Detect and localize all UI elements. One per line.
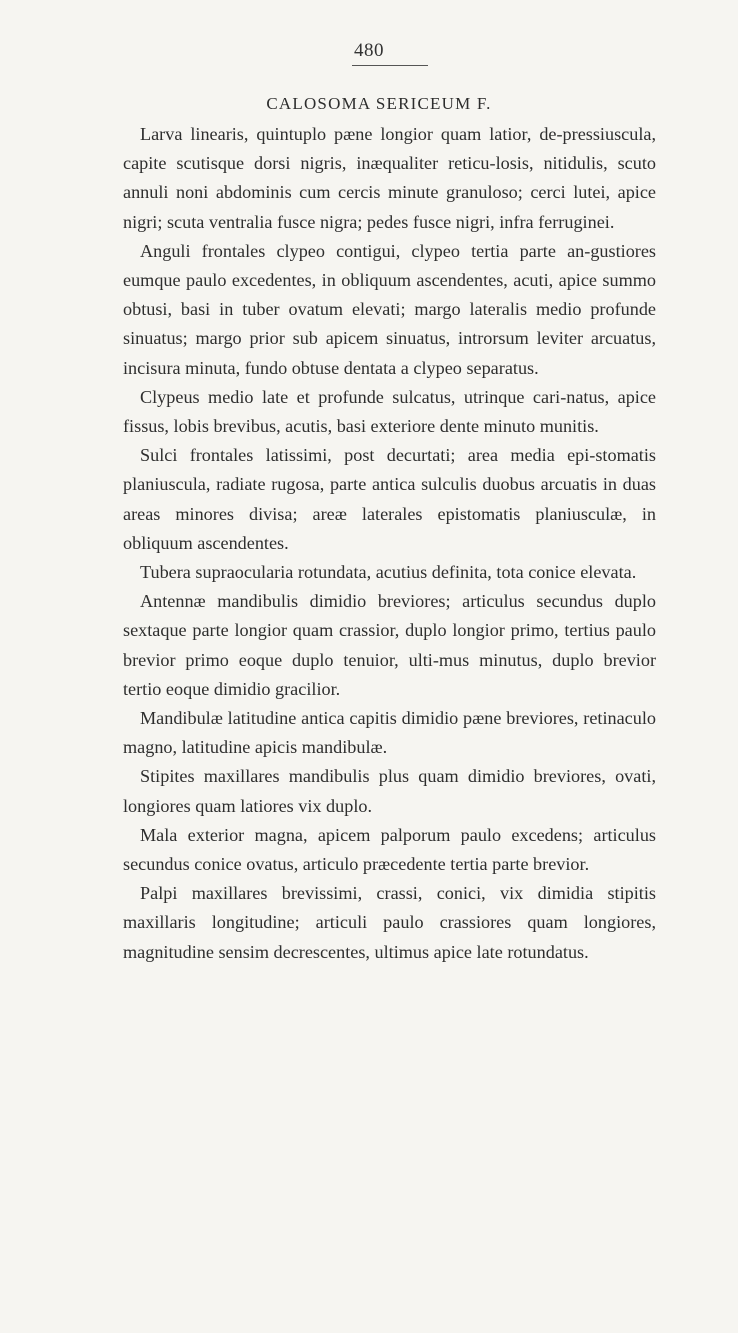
species-heading: CALOSOMA SERICEUM F. [266, 94, 492, 113]
paragraph-stipites: Stipites maxillares mandibulis plus quam dimidio breviores, ovati, longiores quam latiores vix duplo. [123, 766, 656, 816]
paragraph-antennae: Antennæ mandibulis dimidio breviores; articulus secundus duplo sextaque parte longior quam crassior, duplo longior primo, tertius paulo brevior primo eoque duplo tenuior, ulti-mus minutus, duplo brevior tertio eoque dimidio gracilior. [123, 591, 656, 699]
paragraph-larva: Larva linearis, quintuplo pæne longior quam latior, de-pressiuscula, capite scutisque dorsi nigris, inæqualiter reticu-losis, nitidulis, scuto annuli noni abdominis cum cercis minute granuloso; cerci lutei, apice nigri; scuta ventralia fusce nigra; pedes fusce nigri, infra ferruginei. [123, 124, 656, 232]
paragraph-clypeus: Clypeus medio late et profunde sulcatus, utrinque cari-natus, apice fissus, lobis brevibus, acutis, basi exteriore dente minuto munitis. [123, 386, 656, 437]
page-number: 480 [354, 40, 384, 61]
page-number-rule [352, 65, 428, 66]
paragraph-tubera: Tubera supraocularia rotundata, acutius definita, tota conice elevata. [140, 562, 637, 583]
paragraph-palpi: Palpi maxillares brevissimi, crassi, conici, vix dimidia stipitis maxillaris longitudine; articuli paulo crassiores quam longiores, magnitudine sensim decrescentes, ultimus apice late rotundatus. [123, 883, 656, 962]
paragraph-anguli-frontales: Anguli frontales clypeo contigui, clypeo tertia parte an-gustiores eumque paulo excedentes, in obliquum ascendentes, acuti, apice summo obtusi, basi in tuber ovatum elevati; margo lateralis medio profunde sinuatus; margo prior sub apicem sinuatus, introrsum leviter arcuatus, incisura minuta, fundo obtuse dentata a clypeo separatus. [123, 240, 656, 378]
paragraph-mandibulae: Mandibulæ latitudine antica capitis dimidio pæne breviores, retinaculo magno, latitudine apicis mandibulæ. [123, 708, 656, 758]
paragraph-mala: Mala exterior magna, apicem palporum paulo excedens; articulus secundus conice ovatus, articulo præcedente tertia parte brevior. [123, 824, 656, 875]
description-body [123, 120, 656, 967]
paragraph-sulci-frontales: Sulci frontales latissimi, post decurtati; area media epi-stomatis planiuscula, radiate rugosa, parte antica sulculis duobus arcuatis in duas areas minores divisa; areæ laterales epistomatis planiusculæ, in obliquum ascendentes. [123, 445, 656, 553]
